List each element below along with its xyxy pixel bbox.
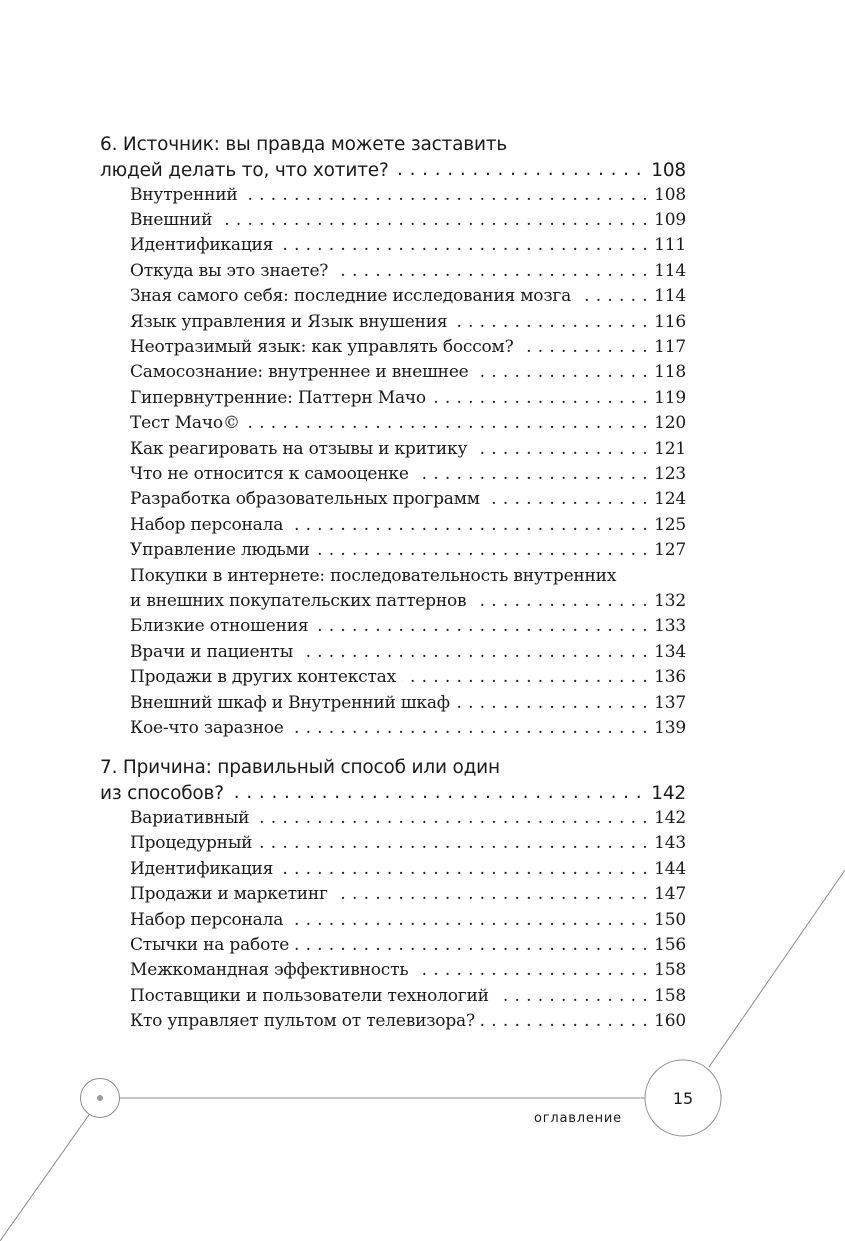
entry-page-number: 124 xyxy=(654,489,686,510)
entry-page-number: 121 xyxy=(654,438,686,459)
entry-title: Набор персонала xyxy=(130,909,284,930)
chapter-title-line: из способов? xyxy=(100,782,224,804)
chapter-entries xyxy=(130,183,686,742)
diagonal-line-right xyxy=(709,870,845,1067)
entry-title: Что не относится к самооценке xyxy=(130,463,409,484)
dot-leader xyxy=(395,157,642,176)
entry-title: Идентификация xyxy=(130,235,274,256)
entry-title: Близкие отношения xyxy=(130,616,309,637)
dot-leader xyxy=(316,538,648,555)
chapter-gap xyxy=(100,741,686,755)
running-title: оглавление xyxy=(534,1111,622,1126)
entry-title: Врачи и пациенты xyxy=(130,641,294,662)
toc-entry[interactable] xyxy=(130,208,686,233)
page-number: 15 xyxy=(672,1088,694,1108)
entry-title: Самосознание: внутреннее и внешнее xyxy=(130,362,469,383)
toc-entry[interactable] xyxy=(130,284,686,309)
toc-entry[interactable] xyxy=(130,716,686,741)
dot-leader xyxy=(246,411,648,428)
entry-page-number: 111 xyxy=(654,235,686,256)
chapter-entries xyxy=(130,806,686,1035)
small-dot xyxy=(97,1095,103,1101)
entry-title: Управление людьми xyxy=(130,540,310,561)
dot-leader xyxy=(230,780,642,799)
toc-entry-multiline[interactable] xyxy=(130,564,686,615)
entry-title: Внешний шкаф и Внутренний шкаф xyxy=(130,692,450,713)
entry-title: Процедурный xyxy=(130,833,253,854)
toc-entry[interactable] xyxy=(130,437,686,462)
entry-page-number: 160 xyxy=(654,1011,686,1032)
chapter-title-line: 7. Причина: правильный способ или один xyxy=(100,757,500,779)
entry-page-number: 119 xyxy=(654,387,686,408)
dot-leader xyxy=(495,984,648,1001)
entry-page-number: 158 xyxy=(654,985,686,1006)
entry-title: Продажи в других контекстах xyxy=(130,667,397,688)
entry-page-number: 156 xyxy=(654,934,686,955)
entry-title: Гипервнутренние: Паттерн Мачо xyxy=(130,387,426,408)
entry-page-number: 114 xyxy=(654,260,686,281)
toc-entry[interactable] xyxy=(130,462,686,487)
toc-entry[interactable] xyxy=(130,665,686,690)
chapter-page-number: 108 xyxy=(651,159,686,181)
entry-title: Разработка образовательных программ xyxy=(130,489,480,510)
toc-entry[interactable] xyxy=(130,538,686,563)
toc-entry[interactable] xyxy=(130,908,686,933)
dot-leader xyxy=(486,487,648,504)
entry-page-number: 109 xyxy=(654,209,686,230)
entry-page-number: 147 xyxy=(654,884,686,905)
entry-title: Идентификация xyxy=(130,858,274,879)
entry-page-number: 136 xyxy=(654,667,686,688)
dot-leader xyxy=(289,908,648,925)
entry-page-number: 114 xyxy=(654,286,686,307)
toc-entry[interactable] xyxy=(130,233,686,258)
dot-leader xyxy=(402,665,648,682)
dot-leader xyxy=(314,614,648,631)
chapter-page-number: 142 xyxy=(651,782,686,804)
toc-entry[interactable] xyxy=(130,411,686,436)
toc-entry[interactable] xyxy=(130,831,686,856)
entry-page-number: 142 xyxy=(654,807,686,828)
dot-leader xyxy=(334,259,648,276)
entry-title-line: Покупки в интернете: последовательность внутренних xyxy=(130,565,617,586)
toc-entry[interactable] xyxy=(130,984,686,1009)
toc-entry[interactable] xyxy=(130,360,686,385)
toc-entry[interactable] xyxy=(130,487,686,512)
entry-title: Стычки на работе xyxy=(130,934,290,955)
entry-title: Межкомандная эффективность xyxy=(130,960,409,981)
dot-leader xyxy=(456,691,648,708)
entry-title: Язык управления и Язык внушения xyxy=(130,311,448,332)
entry-page-number: 125 xyxy=(654,514,686,535)
dot-leader xyxy=(415,462,648,479)
chapter-heading[interactable] xyxy=(100,755,686,806)
dot-leader xyxy=(334,882,648,899)
entry-title: Неотразимый язык: как управлять боссом? xyxy=(130,336,514,357)
entry-title: Кто управляет пультом от телевизора? xyxy=(130,1011,475,1032)
toc-entry[interactable] xyxy=(130,691,686,716)
entry-title: Внешний xyxy=(130,209,213,230)
entry-page-number: 123 xyxy=(654,463,686,484)
entry-title: Кое-что заразное xyxy=(130,718,284,739)
dot-leader xyxy=(472,589,648,606)
chapter-heading[interactable] xyxy=(100,132,686,183)
toc-entry[interactable] xyxy=(130,614,686,639)
dot-leader xyxy=(258,831,648,848)
toc-entry[interactable] xyxy=(130,882,686,907)
dot-leader xyxy=(520,335,649,352)
entry-page-number: 116 xyxy=(654,311,686,332)
entry-page-number: 134 xyxy=(654,641,686,662)
dot-leader xyxy=(244,183,649,200)
toc-entry[interactable] xyxy=(130,335,686,360)
entry-page-number: 117 xyxy=(654,336,686,357)
dot-leader xyxy=(255,806,648,823)
entry-page-number: 127 xyxy=(654,540,686,561)
dot-leader xyxy=(295,933,648,950)
dot-leader xyxy=(473,437,648,454)
entry-page-number: 132 xyxy=(654,591,686,611)
toc-entry[interactable] xyxy=(130,857,686,882)
entry-page-number: 118 xyxy=(654,362,686,383)
dot-leader xyxy=(453,310,648,327)
entry-title: и внешних покупательских паттернов xyxy=(130,591,467,611)
dot-leader xyxy=(279,233,648,250)
toc-entry[interactable] xyxy=(130,183,686,208)
entry-page-number: 108 xyxy=(654,184,686,205)
entry-title: Поставщики и пользователи технологий xyxy=(130,985,489,1006)
toc-entry[interactable] xyxy=(130,933,686,958)
dot-leader xyxy=(414,958,648,975)
dot-leader xyxy=(279,857,648,874)
dot-leader xyxy=(290,716,648,733)
toc-entry[interactable] xyxy=(130,640,686,665)
dot-leader xyxy=(218,208,648,225)
entry-page-number: 137 xyxy=(654,692,686,713)
toc-entry[interactable] xyxy=(130,1009,686,1034)
chapter-title-line: людей делать то, что хотите? xyxy=(100,159,389,181)
toc-entry[interactable] xyxy=(130,958,686,983)
toc-entry[interactable] xyxy=(130,513,686,538)
entry-page-number: 158 xyxy=(654,960,686,981)
toc-entry[interactable] xyxy=(130,310,686,335)
entry-page-number: 144 xyxy=(654,858,686,879)
entry-title: Продажи и маркетинг xyxy=(130,884,328,905)
entry-title: Зная самого себя: последние исследования мозга xyxy=(130,286,572,307)
table-of-contents xyxy=(100,132,686,1035)
entry-title: Как реагировать на отзывы и критику xyxy=(130,438,468,459)
entry-page-number: 150 xyxy=(654,909,686,930)
dot-leader xyxy=(577,284,648,301)
toc-entry[interactable] xyxy=(130,806,686,831)
entry-title: Внутренний xyxy=(130,184,238,205)
dot-leader xyxy=(299,640,648,657)
entry-title: Набор персонала xyxy=(130,514,284,535)
entry-page-number: 133 xyxy=(654,616,686,637)
entry-title: Откуда вы это знаете? xyxy=(130,260,329,281)
dot-leader xyxy=(289,513,648,530)
toc-entry[interactable] xyxy=(130,259,686,284)
toc-entry[interactable] xyxy=(130,386,686,411)
entry-title: Тест Мачо© xyxy=(130,413,240,434)
entry-page-number: 120 xyxy=(654,413,686,434)
dot-leader xyxy=(475,360,648,377)
dot-leader xyxy=(432,386,648,403)
entry-page-number: 139 xyxy=(654,718,686,739)
entry-page-number: 143 xyxy=(654,833,686,854)
entry-title: Вариативный xyxy=(130,807,250,828)
dot-leader xyxy=(481,1009,648,1026)
chapter-title-line: 6. Источник: вы правда можете заставить xyxy=(100,134,508,155)
diagonal-line-left xyxy=(0,1112,91,1241)
